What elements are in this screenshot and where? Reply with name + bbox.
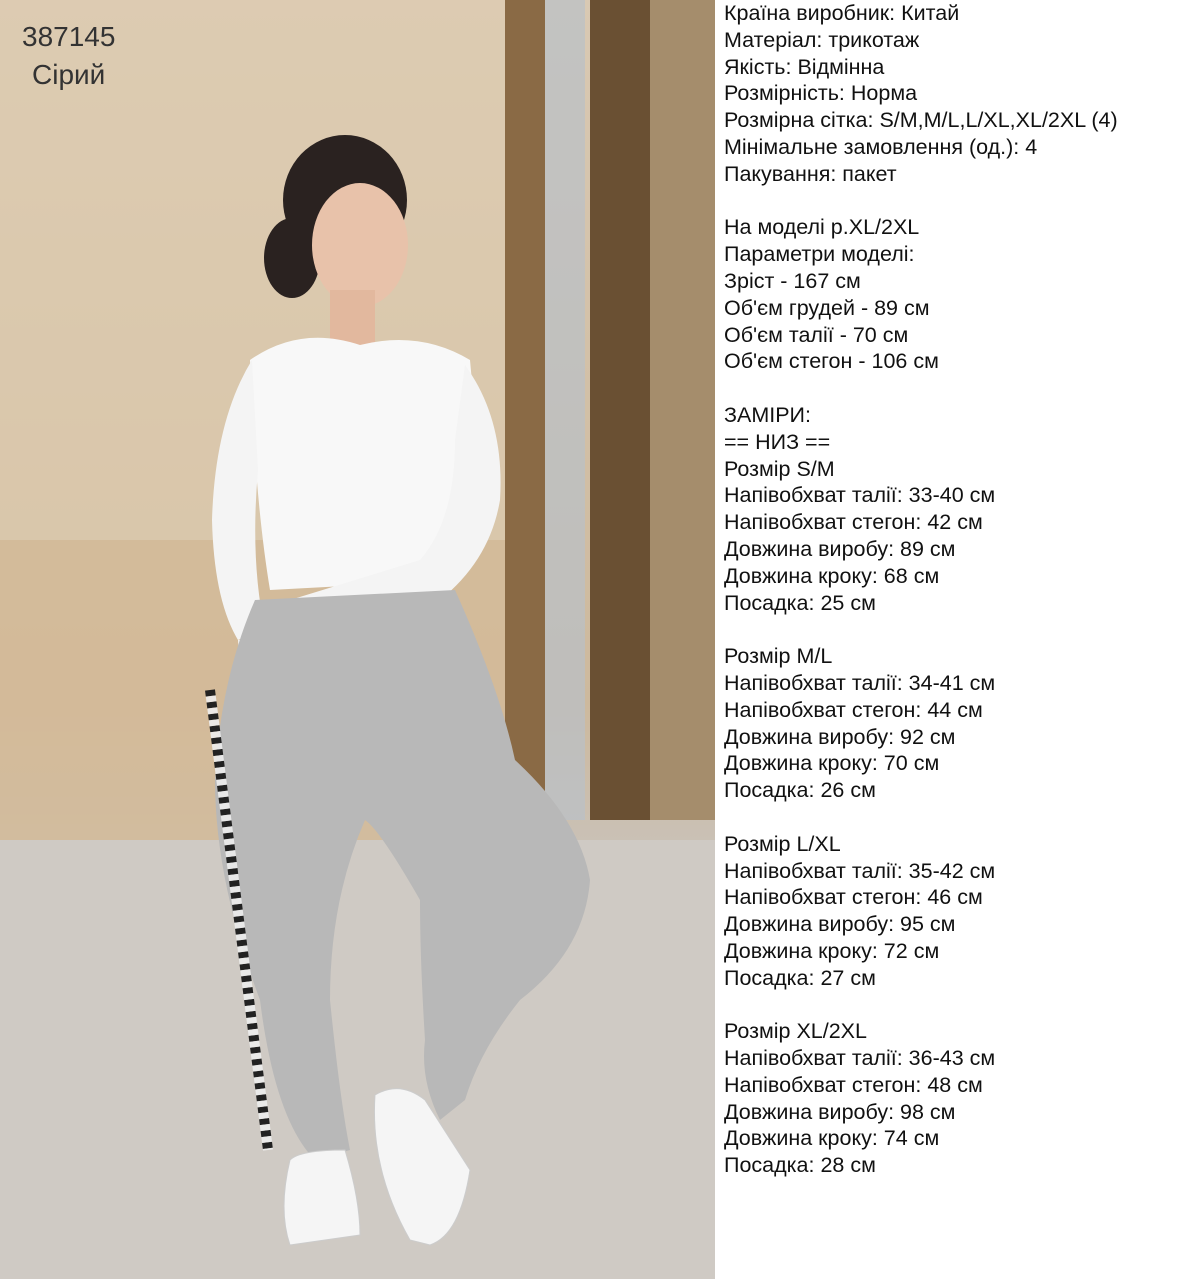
spec-gap — [724, 188, 1184, 215]
spec-line: На моделі р.XL/2XL — [724, 215, 920, 240]
spec-line: Напівобхват стегон: 44 см — [724, 697, 983, 722]
spec-line: Параметри моделі: — [724, 242, 915, 267]
spec-line: Посадка: 25 см — [724, 590, 876, 615]
spec-line: Посадка: 26 см — [724, 778, 876, 803]
spec-line: Довжина виробу: 95 см — [724, 912, 956, 937]
spec-line: Об'єм талії - 70 см — [724, 322, 909, 347]
spec-line: Довжина виробу: 98 см — [724, 1099, 956, 1124]
spec-line: Мінімальне замовлення (од.): 4 — [724, 134, 1038, 159]
spec-line: Розмір S/M — [724, 456, 835, 481]
spec-line: Довжина виробу: 89 см — [724, 536, 956, 561]
spec-line: Об'єм грудей - 89 см — [724, 295, 930, 320]
spec-line: Посадка: 27 см — [724, 965, 876, 990]
spec-line: Напівобхват стегон: 48 см — [724, 1072, 983, 1097]
spec-line: ЗАМІРИ: — [724, 402, 811, 427]
spec-gap — [724, 804, 1184, 831]
spec-gap — [724, 616, 1184, 643]
spec-line: Країна виробник: Китай — [724, 1, 960, 25]
spec-line: Розмірна сітка: S/M,M/L,L/XL,XL/2XL (4) — [724, 108, 1118, 133]
spec-line: Пакування: пакет — [724, 161, 897, 186]
product-color: Сірий — [32, 59, 106, 90]
spec-line: Довжина кроку: 70 см — [724, 751, 940, 776]
spec-line: Довжина кроку: 72 см — [724, 938, 940, 963]
product-sku: 387145 — [22, 21, 116, 52]
spec-gap — [724, 991, 1184, 1018]
spec-line: == НИЗ == — [724, 429, 831, 454]
spec-line: Довжина кроку: 68 см — [724, 563, 940, 588]
spec-line: Посадка: 28 см — [724, 1153, 876, 1178]
spec-line: Розмір L/XL — [724, 831, 841, 856]
product-specs — [724, 0, 1184, 1179]
spec-line: Якість: Відмінна — [724, 54, 885, 79]
spec-line: Напівобхват талії: 34-41 см — [724, 670, 996, 695]
spec-line: Розмір XL/2XL — [724, 1019, 867, 1044]
spec-line: Довжина виробу: 92 см — [724, 724, 956, 749]
spec-line: Розмір M/L — [724, 644, 833, 669]
spec-line: Напівобхват талії: 33-40 см — [724, 483, 996, 508]
spec-line: Напівобхват талії: 35-42 см — [724, 858, 996, 883]
spec-line: Довжина кроку: 74 см — [724, 1126, 940, 1151]
spec-line: Напівобхват стегон: 46 см — [724, 885, 983, 910]
spec-line: Напівобхват стегон: 42 см — [724, 510, 983, 535]
spec-line: Об'єм стегон - 106 см — [724, 349, 939, 374]
spec-line: Матеріал: трикотаж — [724, 27, 920, 52]
spec-line: Розмірність: Норма — [724, 81, 918, 106]
spec-line: Напівобхват талії: 36-43 см — [724, 1046, 996, 1071]
spec-gap — [724, 375, 1184, 402]
spec-line: Зріст - 167 см — [724, 268, 861, 293]
